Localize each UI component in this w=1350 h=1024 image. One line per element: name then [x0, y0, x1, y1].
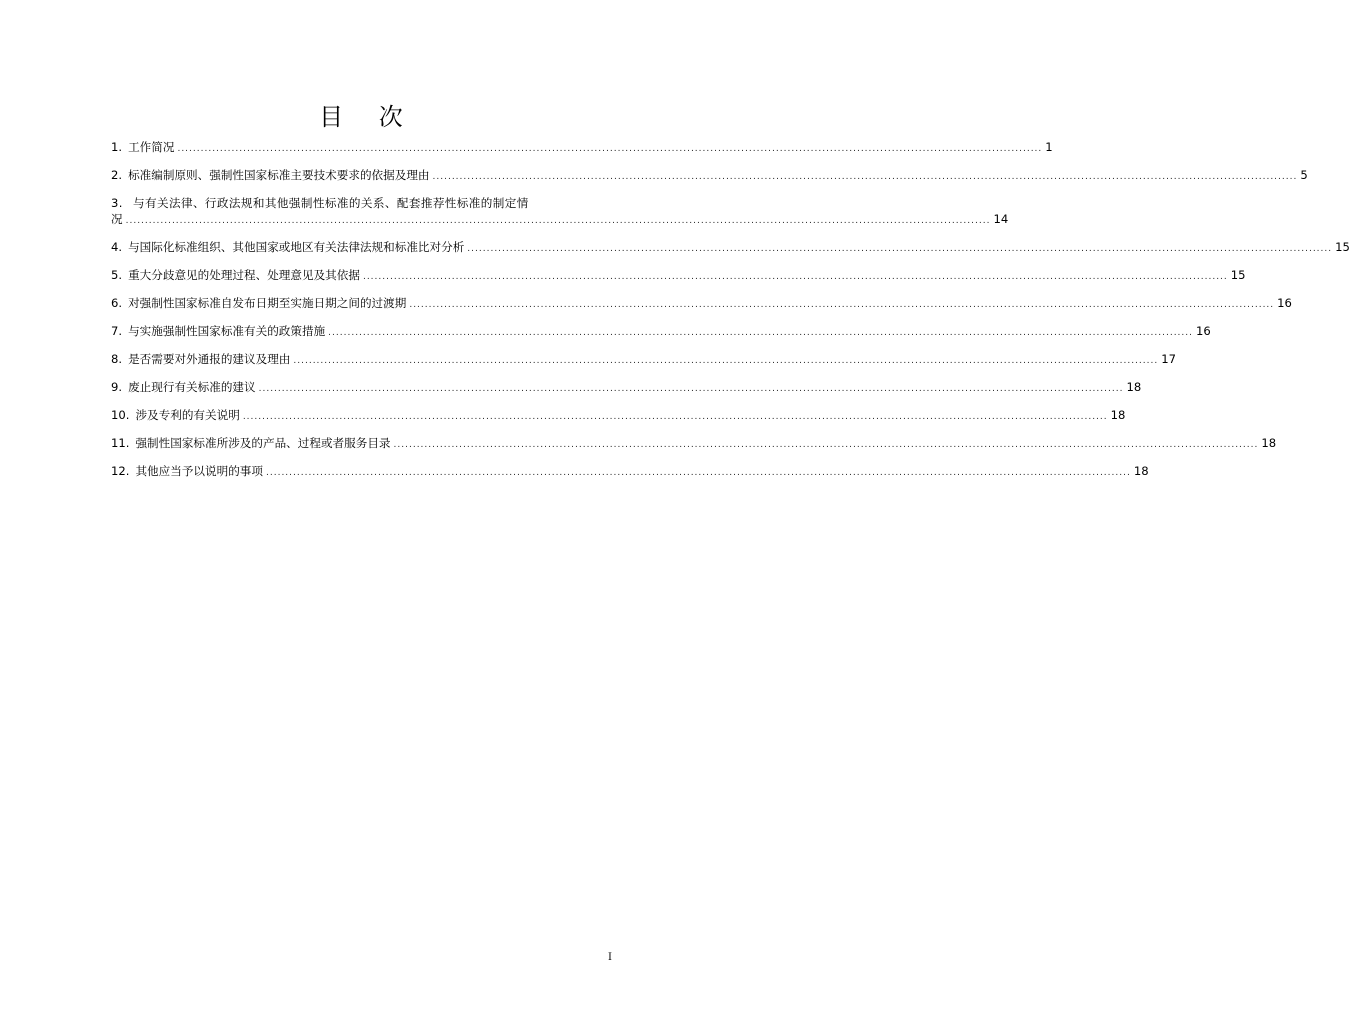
toc-entry-text: 标准编制原则、强制性国家标准主要技术要求的依据及理由 — [128, 168, 430, 182]
toc-leader-dots — [293, 353, 1158, 369]
toc-leader-dots — [409, 297, 1274, 313]
toc-entry-text: 涉及专利的有关说明 — [135, 408, 240, 422]
toc-entry-page: 15 — [1335, 240, 1350, 254]
toc-entry-number: 10. — [111, 408, 130, 422]
toc-leader-dots — [363, 269, 1228, 285]
toc-entry-text-continued: 况 — [111, 212, 123, 226]
toc-entry-3[interactable] — [111, 195, 1009, 229]
toc-entry-page: 18 — [1133, 464, 1149, 478]
toc-entry-number: 11. — [111, 436, 130, 450]
toc-leader-dots — [433, 169, 1298, 185]
toc-entry-number: 3. — [111, 196, 123, 210]
toc-entry-4[interactable] — [111, 239, 1350, 257]
toc-entry-number: 1. — [111, 140, 123, 154]
page-number: I — [608, 952, 612, 963]
toc-entry-text: 强制性国家标准所涉及的产品、过程或者服务目录 — [135, 436, 391, 450]
toc-leader-dots — [243, 409, 1108, 425]
toc-entry-7[interactable] — [111, 323, 1211, 341]
toc-entry-9[interactable] — [111, 379, 1142, 397]
toc-entry-number: 9. — [111, 380, 123, 394]
toc-leader-dots — [126, 213, 991, 229]
toc-entry-6[interactable] — [111, 295, 1292, 313]
toc-entry-2[interactable] — [111, 167, 1308, 185]
toc-entry-number: 8. — [111, 352, 123, 366]
toc-entry-number: 2. — [111, 168, 123, 182]
toc-entry-text: 废止现行有关标准的建议 — [128, 380, 256, 394]
toc-title: 目 次 — [319, 103, 417, 131]
toc-entry-page: 1 — [1045, 140, 1053, 154]
toc-entry-page: 16 — [1196, 324, 1211, 338]
toc-entry-text: 与有关法律、行政法规和其他强制性标准的关系、配套推荐性标准的制定情 — [132, 196, 529, 210]
toc-entry-page: 18 — [1126, 380, 1142, 394]
toc-entry-page: 16 — [1277, 296, 1292, 310]
toc-leader-dots — [394, 437, 1259, 453]
toc-entry-text: 对强制性国家标准自发布日期至实施日期之间的过渡期 — [128, 296, 407, 310]
toc-entry-page: 15 — [1230, 268, 1246, 282]
toc-entry-text: 其他应当予以说明的事项 — [135, 464, 263, 478]
toc-leader-dots — [467, 241, 1332, 257]
toc-entry-10[interactable] — [111, 407, 1126, 425]
toc-entry-page: 18 — [1110, 408, 1126, 422]
table-of-contents — [111, 139, 1350, 491]
toc-entry-page: 18 — [1261, 436, 1277, 450]
toc-entry-number: 6. — [111, 296, 123, 310]
toc-entry-8[interactable] — [111, 351, 1176, 369]
toc-leader-dots — [177, 141, 1042, 157]
toc-entry-1[interactable] — [111, 139, 1053, 157]
toc-entry-text: 重大分歧意见的处理过程、处理意见及其依据 — [128, 268, 360, 282]
toc-entry-page: 17 — [1161, 352, 1176, 366]
toc-leader-dots — [266, 465, 1131, 481]
toc-entry-11[interactable] — [111, 435, 1277, 453]
toc-entry-number: 12. — [111, 464, 130, 478]
toc-entry-12[interactable] — [111, 463, 1149, 481]
toc-entry-text: 与实施强制性国家标准有关的政策措施 — [128, 324, 326, 338]
toc-entry-text: 是否需要对外通报的建议及理由 — [128, 352, 291, 366]
toc-entry-page: 5 — [1300, 168, 1308, 182]
toc-entry-number: 5. — [111, 268, 123, 282]
toc-entry-page: 14 — [993, 212, 1009, 226]
toc-entry-number: 4. — [111, 240, 123, 254]
toc-entry-number: 7. — [111, 324, 123, 338]
toc-entry-5[interactable] — [111, 267, 1246, 285]
toc-entry-text: 与国际化标准组织、其他国家或地区有关法律法规和标准比对分析 — [128, 240, 465, 254]
toc-leader-dots — [328, 325, 1193, 341]
toc-leader-dots — [259, 381, 1124, 397]
toc-entry-text: 工作简况 — [128, 140, 175, 154]
